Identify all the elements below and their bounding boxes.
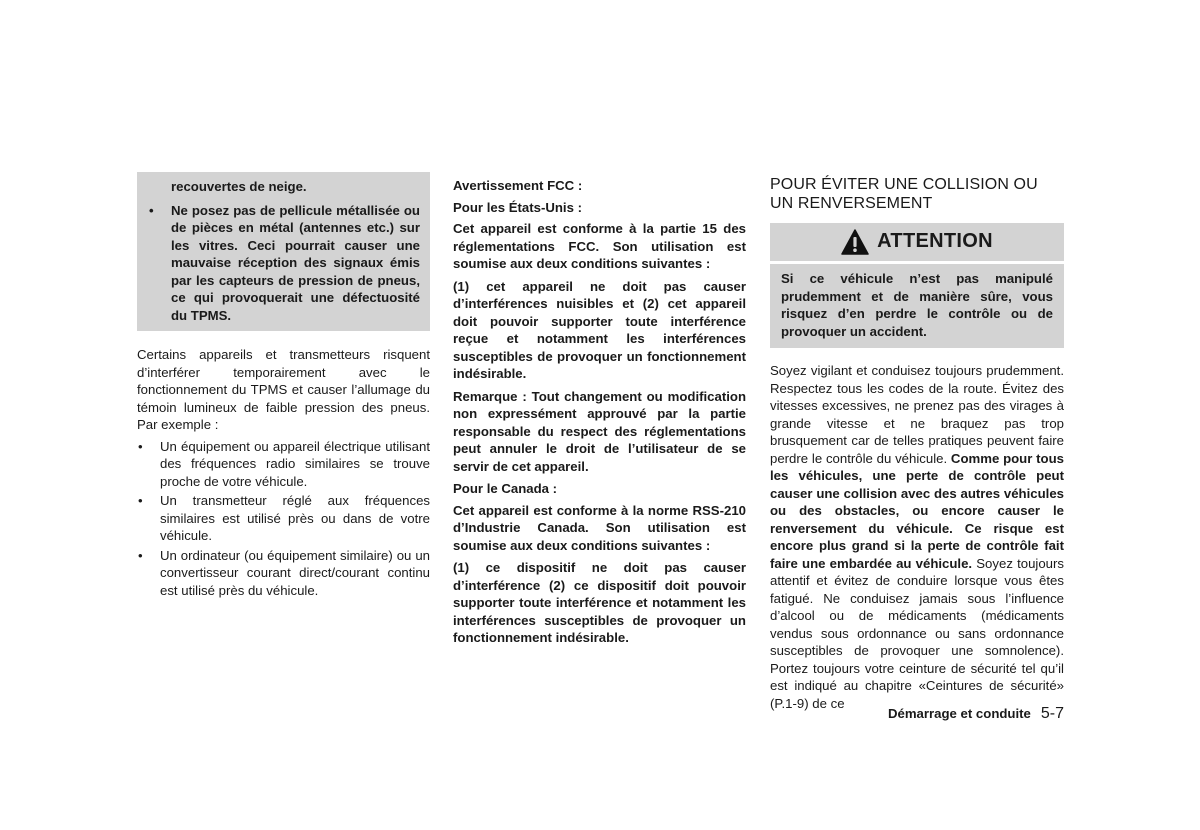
footer-section-title: Démarrage et conduite: [887, 706, 1031, 721]
list-item: • Un ordinateur (ou équipement similaire) ou un convertisseur courant direct/courant continu est utilisé près du véhicule.: [137, 547, 430, 600]
warning-box-continued: [137, 172, 430, 331]
attention-label: ATTENTION: [877, 230, 993, 253]
tpms-interference-paragraph: Certains appareils et transmetteurs risquent d’interférer temporairement avec le fonctionnement du TPMS et causer l’allumage du témoin lumineux de faible pression des pneus. Par exemple :: [137, 347, 430, 432]
list-item: • Un transmetteur réglé aux fréquences similaires est utilisé près ou dans de votre véhicule.: [137, 492, 430, 545]
fcc-heading: Avertissement FCC :: [453, 178, 583, 193]
vigilance-text-bold: Comme pour tous les véhicules, une perte de contrôle peut causer une collision avec des autres véhicules ou des obstacles, ou encore causer le renversement du véhicule. Ce risque est encore plus grand si la perte de contrôle fait faire une embardée au véhicule.: [770, 450, 1064, 571]
column-right: [770, 175, 1064, 712]
warning-bullet-list: [147, 202, 420, 325]
canada-heading: Pour le Canada :: [453, 481, 558, 496]
page-footer: [770, 705, 1064, 723]
section-title: POUR ÉVITER UNE COLLISION OU UN RENVERSEMENT: [770, 176, 1038, 212]
column-middle: [453, 177, 746, 652]
usa-heading: Pour les États-Unis :: [453, 199, 582, 215]
vigilance-text-start: Soyez vigilant et conduisez toujours prudemment. Respectez tous les codes de la route. Évitez des vitesses excessives, ne prenez pas des virages à grande vitesse et ne braquez pas trop brusquement car de telles pratiques peuvent faire perdre le contrôle du véhicule.: [770, 363, 1064, 466]
warning-triangle-icon: [841, 229, 869, 255]
fcc-remark-paragraph: Remarque : Tout changement ou modification non expressément approuvé par la partie responsable du respect des réglementations peut annuler le droit de l’utilisateur de se servir de cet appareil.: [453, 388, 746, 474]
rss-conditions-paragraph: (1) ce dispositif ne doit pas causer d’interférence (2) ce dispositif doit pouvoir supporter toute interférence et notamment les interférences susceptibles de provoquer un fonctionnement indésirable.: [453, 560, 746, 645]
attention-header: [770, 223, 1064, 264]
fcc-conditions-paragraph: (1) cet appareil ne doit pas causer d’interférences nuisibles et (2) cet appareil doit pouvoir supporter toute interférence reçue et notamment les interférences susceptibles de provoquer un fonctionnement indésirable.: [453, 278, 746, 381]
column-left: [137, 172, 430, 601]
warning-continued-text: recouvertes de neige.: [171, 179, 307, 194]
interference-examples-list: [137, 438, 430, 600]
rss-conformity-paragraph: Cet appareil est conforme à la norme RSS-210 d’Industrie Canada. Son utilisation est soumise aux deux conditions suivantes :: [453, 502, 746, 553]
page-number: 5-7: [1040, 705, 1064, 722]
fcc-conformity-paragraph: Cet appareil est conforme à la partie 15 des réglementations FCC. Son utilisation est soumise aux deux conditions suivantes :: [453, 221, 746, 271]
warning-bullet-item: • Ne posez pas de pellicule métallisée ou de pièces en métal (antennes etc.) sur les vitres. Ceci pourrait causer une mauvaise réception des signaux émis par les capteurs de pression de pneus, ce qui provoquerait une défectuosité du TPMS.: [147, 202, 420, 325]
attention-text: Si ce véhicule n’est pas manipulé prudemment et de manière sûre, vous risquez d’en perdre le contrôle ou de provoquer un accident.: [770, 264, 1064, 348]
list-item: • Un équipement ou appareil électrique utilisant des fréquences radio similaires se trouve proche de votre véhicule.: [137, 438, 430, 491]
vigilance-text-end: Soyez toujours attentif et évitez de conduire lorsque vous êtes fatigué. Ne conduisez jamais sous l’influence d’alcool ou de médicaments (médicaments vendus sous ordonnance ou sans ordonnance susceptibles de provoquer une somnolence). Portez toujours votre ceinture de sécurité tel qu’il est indiqué au chapitre «Ceintures de sécurité» (P.1-9) de ce: [770, 555, 1064, 711]
vigilance-paragraph: [770, 362, 1064, 712]
